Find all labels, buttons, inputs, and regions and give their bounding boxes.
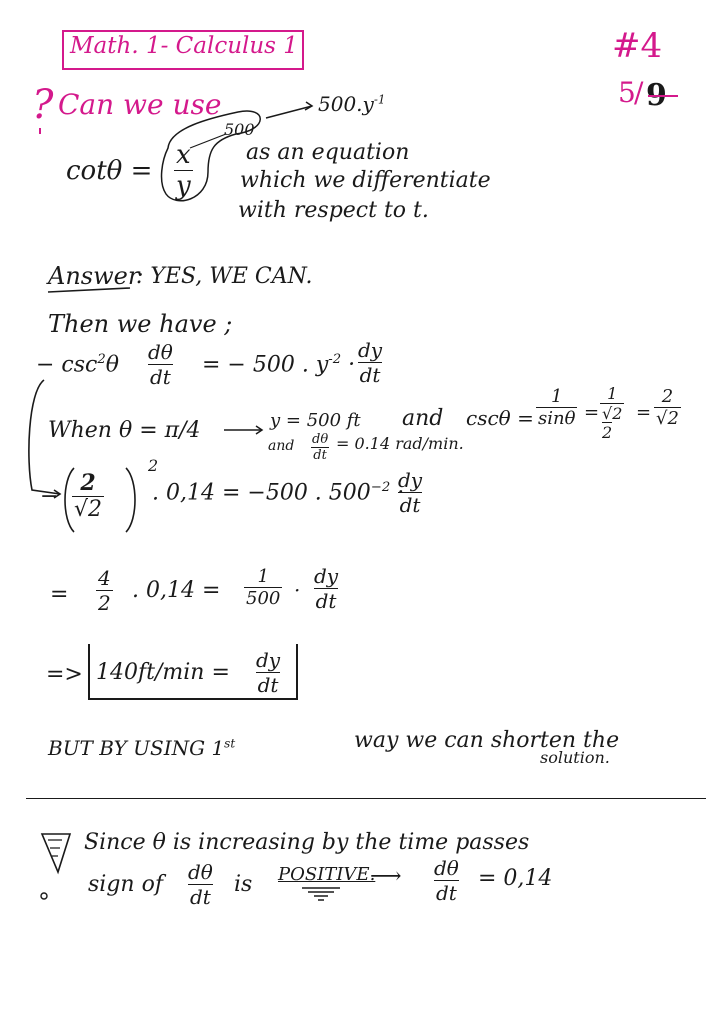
annot-target-exp: -1 [373,92,386,107]
eq3-frac2-num: 1 [257,566,269,587]
answer-underline [48,288,130,292]
csc-frac3-den: √2 [656,408,679,429]
eq3-den: 2 [98,591,111,615]
eq2-right-paren [126,468,135,532]
csc-frac1-den: sinθ [538,408,576,429]
note-line1: Since θ is increasing by the time passes [84,830,530,855]
score-denominator: 9 [646,78,667,113]
question-line2: as an equation [246,140,410,165]
score-numerator: 5 [618,76,636,109]
question-line1: Can we use [58,88,222,121]
eq2-den: √2 [74,497,103,522]
eq2-mid-exp: −2 [370,480,391,495]
implies: => [46,662,83,687]
eq1-mid-exp: -2 [328,352,342,367]
y-value: y = 500 ft [270,410,361,431]
substitution-bracket [29,380,60,494]
page-number: #4 [612,26,663,66]
eq1-csc: − csc [36,352,98,378]
and-dtheta-label: and [268,438,295,454]
answer-label: Answer [48,262,140,290]
eq2-minus: − [40,484,59,509]
question-line4: with respect to t. [238,198,429,223]
note-result: = 0,14 [478,866,553,891]
result-dy: dy [256,648,281,672]
cot-lhs: cotθ = [66,156,153,186]
solution-text: solution. [540,748,610,767]
eq3-mid: . 0,14 = [132,578,221,603]
result-text: 140ft/min = [96,660,230,685]
eq1-dy: dy [358,338,383,362]
eq1-theta: θ [105,352,119,378]
annot-500: 500 [224,120,255,139]
csc-frac2-den-bottom: 2 [602,423,613,442]
eq2-dt: dt [399,493,421,517]
eq3-num: 4 [98,566,111,590]
loop-around-fraction [162,111,261,201]
arrow-to-500y [266,106,312,118]
cot-denominator: y [176,171,191,201]
eq-sign-b: = [636,402,652,423]
note-dtheta: dθ [188,860,213,884]
eq2-dy: dy [398,468,423,492]
csc-frac3-num: 2 [661,386,674,407]
eq2-dot: · [390,480,405,506]
eq1-exp: 2 [97,352,106,367]
eq3-dot: · [294,578,301,602]
eq1-dtheta: dθ [148,340,173,364]
note-dt: dt [190,885,211,909]
eq3-eq: = [50,582,69,607]
note-is: is [234,872,253,897]
note-arrow: ⟶ [370,864,402,889]
csc-text: cscθ = [466,406,534,430]
annot-target-base: 500.y [318,92,374,116]
warning-dot [41,893,47,899]
question-marker: ? [32,82,54,128]
but-st: st [224,736,236,751]
note-sign-of: sign of [88,872,163,897]
dtheta-frac-num: dθ [312,432,329,447]
question-line3: which we differentiate [240,168,491,193]
eq-sign-a: = [584,402,600,423]
eq3-dy: dy [314,564,339,588]
when-line: When θ = π/4 [48,418,201,443]
dtheta-frac-den: dt [313,448,327,463]
page-title: Math. 1- Calculus 1 [70,33,298,59]
eq1-dt: dt [150,365,171,389]
score-slash: / [634,76,644,109]
note-result-dt: dt [436,881,457,905]
cot-numerator: x [176,140,191,170]
eq2-left-paren [65,468,74,532]
result-dt: dt [257,673,279,697]
csc-frac1-num: 1 [550,386,563,407]
answer-text: : YES, WE CAN. [136,264,313,289]
positive-scribble [302,888,340,900]
csc-frac2-den-top: √2 [602,404,623,423]
but-text: BUT BY USING 1 [48,736,225,760]
way-text: way we can shorten the [354,728,620,753]
then-line: Then we have ; [48,310,233,338]
eq3-frac2-den: 500 [246,588,281,609]
eq3-dt: dt [315,589,337,613]
eq1-dy-den: dt [359,363,381,387]
csc-frac2-num: 1 [607,384,618,403]
eq1-dot: · [341,352,356,378]
and-text: and [402,406,444,431]
note-result-dtheta: dθ [434,856,459,880]
eq2-num: 2 [80,470,96,496]
note-positive: POSITIVE. [278,864,376,885]
eq2-exp: 2 [148,456,159,475]
dtheta-value: = 0.14 rad/min. [336,434,464,453]
eq1-mid-text: = − 500 . y [202,352,329,378]
arrowhead-500y [305,102,312,110]
eq2-mid-text: . 0,14 = −500 . 500 [152,480,371,506]
